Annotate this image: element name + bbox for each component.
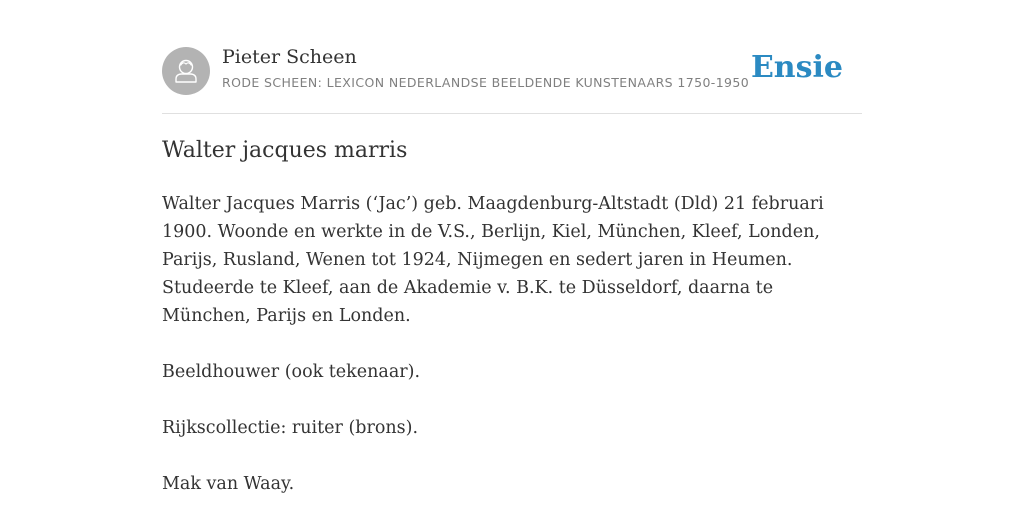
ensie-logo[interactable]: Ensie	[750, 50, 843, 85]
source-title[interactable]: RODE SCHEEN: LEXICON NEDERLANDSE BEELDENDE KUNSTENAARS 1750-1950	[222, 75, 750, 90]
body-paragraph: Walter Jacques Marris (‘Jac’) geb. Maagdenburg-Altstadt (Dld) 21 februari 1900. Woonde en werkte in de V.S., Berlijn, Kiel, München, Kleef, Londen, Parijs, Rusland, Wenen tot 1924, Nijmegen en sedert jaren in Heumen. Studeerde te Kleef, aan de Akademie v. B.K. te Düsseldorf, daarna te München, Parijs en Londen.	[162, 194, 824, 326]
body-paragraph: Rijkscollectie: ruiter (brons).	[162, 418, 419, 438]
body-paragraph: Beeldhouwer (ook tekenaar).	[162, 362, 421, 382]
user-avatar-icon[interactable]	[162, 47, 210, 95]
entry-header	[162, 46, 862, 96]
entry-body	[162, 190, 852, 512]
author-name[interactable]: Pieter Scheen	[222, 46, 357, 68]
body-paragraph: Mak van Waay.	[162, 474, 295, 494]
header-divider	[162, 113, 862, 114]
entry-title: Walter jacques marris	[162, 138, 408, 163]
person-outline-icon	[162, 47, 210, 95]
